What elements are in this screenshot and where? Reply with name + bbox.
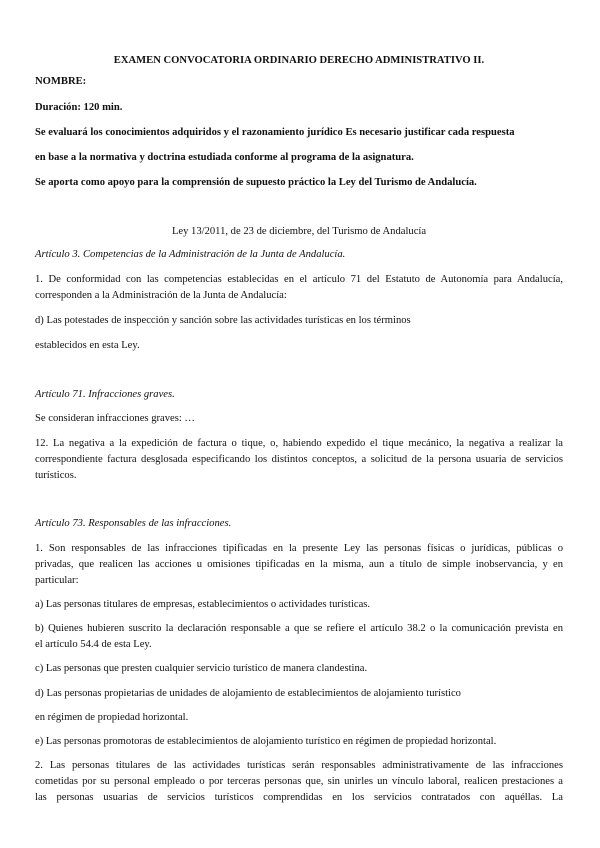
- instructions-line-1: Se evaluará los conocimientos adquiridos y el razonamiento jurídico Es necesario justificar cada respuesta: [35, 127, 515, 138]
- instructions-line-3: Se aporta como apoyo para la comprensión de supuesto práctico la Ley del Turismo de Andalucía.: [35, 177, 477, 188]
- article-3-para-1-line-2: corresponden a la Administración de la Junta de Andalucía:: [35, 290, 287, 301]
- article-71-para-12-line-3: turísticos.: [35, 470, 77, 481]
- article-3-item-d-line-1: d) Las potestades de inspección y sanción sobre las actividades turísticas en los términos: [35, 315, 411, 326]
- article-73-para-2-line-1: 2. Las personas titulares de las actividades turísticas serán responsables administrativamente de las infracciones: [35, 760, 563, 771]
- law-title: Ley 13/2011, de 23 de diciembre, del Turismo de Andalucía: [171, 226, 427, 237]
- article-73-item-a: a) Las personas titulares de empresas, establecimientos o actividades turísticas.: [35, 599, 371, 610]
- article-73-para-1-line-2: privadas, que realicen las acciones u omisiones tipificadas en la misma, aun a título de simple inobservancia, y en: [35, 559, 563, 570]
- article-71-para-12-line-2: correspondiente factura desglosada especificando los distintos conceptos, a solicitud de la persona usuaria de servicios: [35, 454, 563, 465]
- article-73-item-c: c) Las personas que presten cualquier servicio turístico de manera clandestina.: [35, 663, 368, 674]
- article-3-heading: Artículo 3. Competencias de la Administración de la Junta de Andalucía.: [35, 249, 346, 260]
- duration-label: Duración: 120 min.: [35, 102, 123, 113]
- article-3-item-d-line-2: establecidos en esta Ley.: [35, 340, 140, 351]
- article-71-intro: Se consideran infracciones graves: …: [35, 413, 196, 424]
- article-73-item-d-line-2: en régimen de propiedad horizontal.: [35, 712, 189, 723]
- article-73-heading: Artículo 73. Responsables de las infracciones.: [35, 518, 232, 529]
- article-73-item-e: e) Las personas promotoras de establecimientos de alojamiento turístico en régimen de propiedad horizontal.: [35, 736, 497, 747]
- article-71-heading: Artículo 71. Infracciones graves.: [35, 389, 175, 400]
- name-field-label: NOMBRE:: [35, 76, 87, 87]
- article-73-para-2-line-2: cometidas por su personal empleado o por terceras personas que, sin unirles un vínculo laboral, realicen prestaciones a: [35, 776, 563, 787]
- article-73-item-b-line-1: b) Quienes hubieren suscrito la declaración responsable a que se refiere el artículo 38.2 o la comunicación prevista en: [35, 623, 563, 634]
- article-73-para-2-line-3: las personas usuarias de servicios turísticos comprendidas en los servicios contratados con aquéllas. La: [35, 792, 563, 803]
- exam-title: EXAMEN CONVOCATORIA ORDINARIO DERECHO ADMINISTRATIVO II.: [113, 55, 485, 66]
- article-3-para-1-line-1: 1. De conformidad con las competencias establecidas en el artículo 71 del Estatuto de Autonomía para Andalucía,: [35, 274, 563, 285]
- article-73-para-1-line-3: particular:: [35, 575, 79, 586]
- article-73-item-d-line-1: d) Las personas propietarias de unidades de alojamiento de establecimientos de alojamiento turístico: [35, 688, 461, 699]
- instructions-line-2: en base a la normativa y doctrina estudiada conforme al programa de la asignatura.: [35, 152, 414, 163]
- article-73-para-1-line-1: 1. Son responsables de las infracciones tipificadas en la presente Ley las personas físicas o jurídicas, públicas o: [35, 543, 563, 554]
- article-73-item-b-line-2: el artículo 54.4 de esta Ley.: [35, 639, 152, 650]
- article-71-para-12-line-1: 12. La negativa a la expedición de factura o tique, o, habiendo expedido el tique mecánico, la negativa a realizar la: [35, 438, 563, 449]
